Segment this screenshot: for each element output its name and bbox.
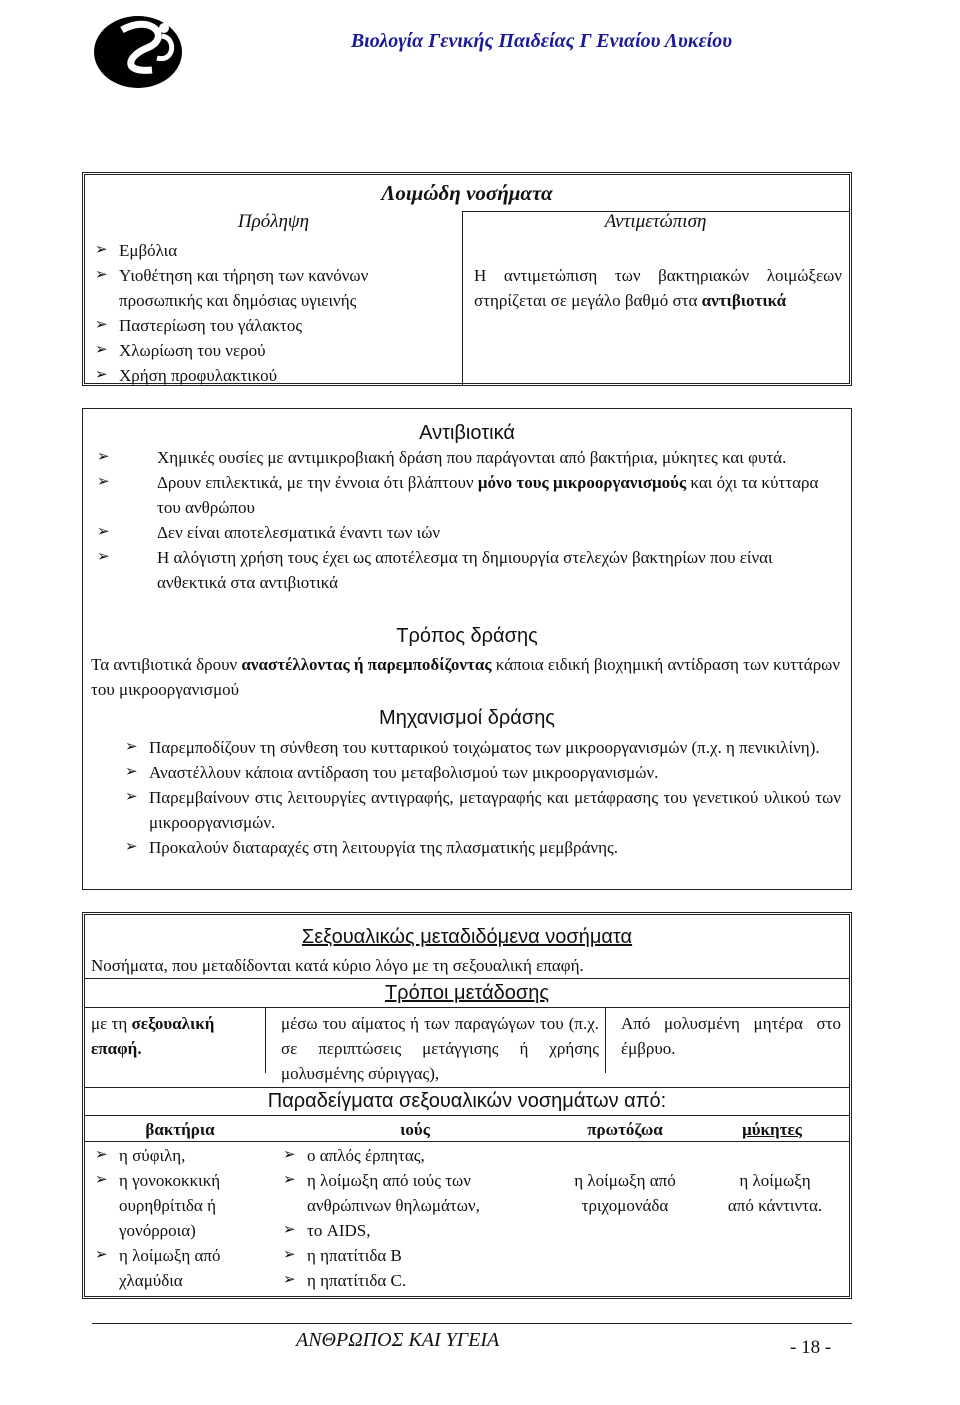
fungi-text: η λοίμωξη από κάντιντα.	[727, 1171, 823, 1215]
col-header-protozoa: πρωτόζωα	[587, 1120, 663, 1139]
antibiotics-box	[82, 408, 852, 890]
protozoa-text: η λοίμωξη από τριχομονάδα	[574, 1171, 676, 1215]
list-item: ➢ Εμβόλια	[93, 238, 453, 263]
header-title: Βιολογία Γενικής Παιδείας Γ Ενιαίου Λυκείου	[350, 30, 732, 52]
std-definition: Νοσήματα, που μεταδίδονται κατά κύριο λόγο με τη σεξουαλική επαφή.	[91, 956, 584, 975]
list-item: ➢ η γονοκοκκική ουρηθρίτιδα ή γονόρροια)	[93, 1168, 263, 1243]
list-item: ➢ η ηπατίτιδα C.	[281, 1268, 551, 1293]
antibiotics-points	[97, 445, 837, 595]
list-item: ➢ Παρεμβαίνουν στις λειτουργίες αντιγραφής, μεταγραφής και μετάφρασης του γενετικού υλικού των μικροοργανισμών.	[123, 785, 841, 835]
list-item: ➢ η σύφιλη,	[93, 1143, 263, 1168]
route-sexual: με τη σεξουαλική επαφή.	[91, 1014, 215, 1058]
col-header-bacteria: βακτήρια	[145, 1120, 215, 1139]
routes-title: Τρόποι μετάδοσης	[384, 982, 550, 1004]
list-item: ➢ η λοίμωξη από χλαμύδια	[93, 1243, 263, 1293]
prevention-list	[93, 238, 453, 388]
col-header-fungi: μύκητες	[742, 1120, 802, 1139]
bacteria-list	[93, 1143, 263, 1293]
treatment-header: Αντιμετώπιση	[604, 211, 707, 232]
list-item: ➢ Δεν είναι αποτελεσματικά έναντι των ιών	[97, 523, 441, 542]
list-item: ➢ Παρεμποδίζουν τη σύνθεση του κυτταρικού τοιχώματος των μικροοργανισμών (π.χ. η πενικιλίνη).	[123, 735, 841, 760]
infectious-title: Λοιμώδη νοσήματα	[381, 181, 553, 205]
mechanisms-list	[123, 735, 841, 860]
footer-rule	[92, 1323, 852, 1324]
publisher-logo	[92, 8, 192, 90]
mode-of-action-text: Τα αντιβιοτικά δρουν αναστέλλοντας ή παρεμποδίζοντας κάποια ειδική βιοχημική αντίδραση των κυττάρων του μικροοργανισμού	[91, 655, 841, 699]
list-item: ➢ η λοίμωξη από ιούς των ανθρώπινων θηλωμάτων,	[281, 1168, 551, 1218]
route-blood: μέσω του αίματος ή των παραγώγων του (π.χ. σε περιπτώσεις μετάγγισης ή χρήσης μολυσμένης σύριγγας),	[281, 1014, 599, 1083]
list-item: ➢ Η αλόγιστη χρήση τους έχει ως αποτέλεσμα τη δημιουργία στελεχών βακτηρίων που είναι ανθεκτικά στα αντιβιοτικά	[97, 548, 773, 592]
infectious-diseases-box	[82, 172, 852, 386]
list-item: ➢ Υιοθέτηση και τήρηση των κανόνων προσωπικής και δημόσιας υγιεινής	[93, 263, 453, 313]
examples-title: Παραδείγματα σεξουαλικών νοσημάτων από:	[267, 1090, 667, 1112]
mode-of-action-title: Τρόπος δράσης	[396, 625, 538, 647]
footer-title: ΑΝΘΡΩΠΟΣ ΚΑΙ ΥΓΕΙΑ	[296, 1329, 500, 1351]
mechanisms-title: Μηχανισμοί δράσης	[379, 707, 555, 729]
antibiotics-title: Αντιβιοτικά	[419, 422, 515, 444]
list-item: ➢ Δρουν επιλεκτικά, με την έννοια ότι βλάπτουν μόνο τους μικροοργανισμούς και όχι τα κύτταρα του ανθρώπου	[97, 473, 819, 517]
std-box	[82, 912, 852, 1299]
list-item: ➢ Χλωρίωση του νερού	[93, 338, 453, 363]
list-item: ➢ Παστερίωση του γάλακτος	[93, 313, 453, 338]
list-item: ➢ ο απλός έρπητας,	[281, 1143, 551, 1168]
list-item: ➢ η ηπατίτιδα Β	[281, 1243, 551, 1268]
std-title: Σεξουαλικώς μεταδιδόμενα νοσήματα	[301, 926, 633, 948]
treatment-text: Η αντιμετώπιση των βακτηριακών λοιμώξεων στηρίζεται σε μεγάλο βαθμό στα αντιβιοτικά	[474, 266, 842, 310]
col-header-viruses: ιούς	[400, 1120, 430, 1139]
list-item: ➢ Χημικές ουσίες με αντιμικροβιακή δράση που παράγονται από βακτήρια, μύκητες και φυτά.	[97, 448, 787, 467]
viruses-list	[281, 1143, 551, 1293]
list-item: ➢ Προκαλούν διαταραχές στη λειτουργία της πλασματικής μεμβράνης.	[123, 835, 841, 860]
page-number: - 18 -	[790, 1337, 832, 1358]
route-mother: Από μολυσμένη μητέρα στο έμβρυο.	[621, 1014, 841, 1058]
list-item: ➢ Αναστέλλουν κάποια αντίδραση του μεταβολισμού των μικροοργανισμών.	[123, 760, 841, 785]
list-item: ➢ Χρήση προφυλακτικού	[93, 363, 453, 388]
treatment-bold: αντιβιοτικά	[701, 291, 787, 310]
list-item: ➢ το AIDS,	[281, 1218, 551, 1243]
prevention-header: Πρόληψη	[237, 211, 310, 232]
